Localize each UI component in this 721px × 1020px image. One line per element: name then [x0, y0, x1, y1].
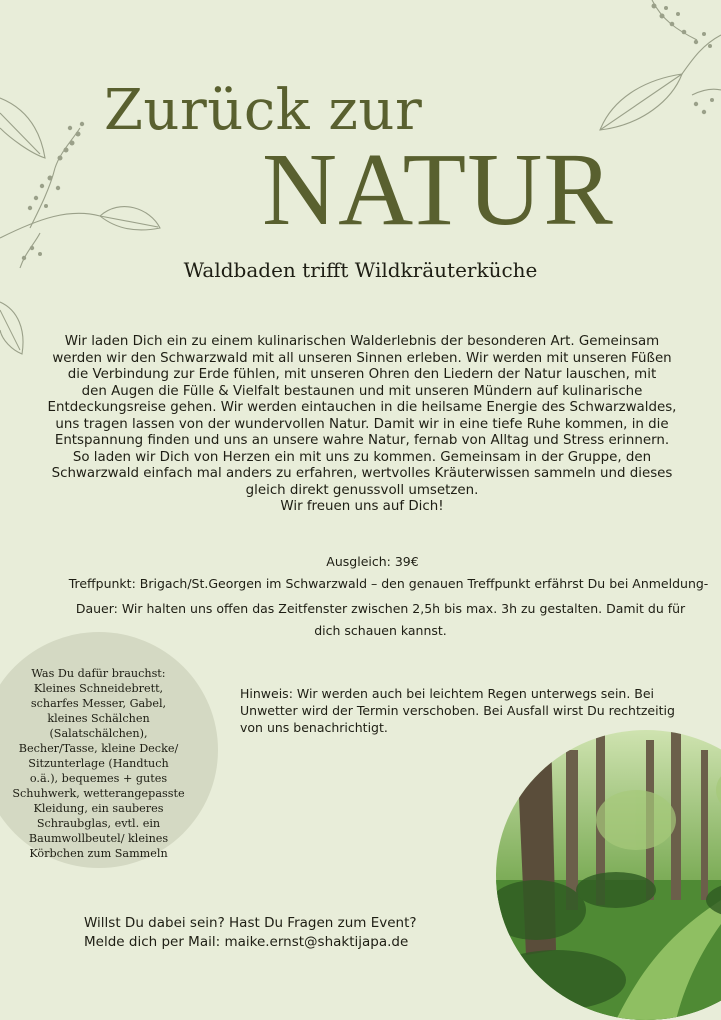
intro-line: den Augen die Fülle & Vielfalt bestaunen und mit unseren Mündern auf kulinarische — [81, 383, 643, 399]
contact-block — [84, 914, 417, 952]
intro-line: werden wir den Schwarzwald mit all unseren Sinnen erleben. Wir werden mit unseren Füßen — [52, 350, 672, 366]
intro-line: gleich direkt genussvoll umsetzen. — [245, 482, 479, 498]
intro-line: uns tragen lassen von der wundervollen Natur. Damit wir in eine tiefe Ruhe kommen, in die — [55, 416, 669, 432]
needs-line: Körbchen zum Sammeln — [29, 847, 168, 860]
herb-branch-right-icon — [592, 0, 721, 135]
duration-line: dich schauen kannst. — [314, 623, 447, 638]
intro-line: Schwarzwald einfach mal anders zu erfahren, wertvolles Kräuterwissen sammeln und dieses — [51, 466, 673, 481]
hint-line: Unwetter wird der Termin verschoben. Bei Ausfall wirst Du rechtzeitig — [240, 703, 675, 718]
page-title-line2: NATUR — [262, 132, 614, 247]
price-info: Ausgleich: 39€ — [326, 554, 419, 569]
hint-line: von uns benachrichtigt. — [240, 720, 388, 735]
needs-line: Kleidung, ein sauberes — [33, 802, 164, 815]
needs-line: Becher/Tasse, kleine Decke/ — [18, 742, 179, 755]
needs-line: Schraubglas, evtl. ein — [36, 817, 161, 830]
hint-line: Hinweis: Wir werden auch bei leichtem Regen unterwegs sein. Bei — [240, 686, 655, 701]
contact-question: Willst Du dabei sein? Hast Du Fragen zum Event? — [84, 915, 417, 931]
contact-email-line[interactable]: Melde dich per Mail: maike.ernst@shaktijapa.de — [84, 934, 409, 950]
needs-line: o.ä.), bequemes + gutes — [29, 772, 168, 785]
intro-line: Wir laden Dich ein zu einem kulinarischen Walderlebnis der besonderen Art. Gemeinsam — [64, 334, 660, 349]
needs-line: kleines Schälchen (Salatschälchen), — [47, 712, 150, 740]
page-title-line1: Zurück zur — [104, 78, 423, 143]
needs-line: Sitzunterlage (Handtuch — [28, 757, 169, 770]
needs-line: Baumwollbeutel/ kleines — [28, 832, 169, 845]
needs-line: Was Du dafür brauchst: — [31, 667, 166, 680]
needs-line: Schuhwerk, wetterangepasste — [12, 787, 185, 800]
needs-line: scharfes Messer, Gabel, — [30, 697, 167, 710]
page-subtitle: Waldbaden trifft Wildkräuterküche — [183, 258, 538, 282]
duration-line: Dauer: Wir halten uns offen das Zeitfenster zwischen 2,5h bis max. 3h zu gestalten. Damit du für — [75, 601, 686, 616]
meeting-point-info: Treffpunkt: Brigach/St.Georgen im Schwarzwald – den genauen Treffpunkt erfährst Du bei Anmeldung- — [68, 576, 709, 591]
weather-hint — [240, 685, 690, 736]
forest-illustration — [496, 730, 721, 1020]
needs-list — [0, 666, 197, 861]
needs-line: Kleines Schneidebrett, — [33, 682, 164, 695]
intro-line: Wir freuen uns auf Dich! — [280, 499, 444, 514]
forest-photo — [496, 730, 721, 1020]
intro-line: Entspannung finden und uns an unsere wahre Natur, fernab von Alltag und Stress erinnern. — [54, 433, 670, 448]
intro-line: Entdeckungsreise gehen. Wir werden eintauchen in die heilsame Energie des Schwarzwaldes, — [47, 400, 677, 415]
intro-paragraph — [42, 334, 682, 516]
leaf-left-edge-icon — [0, 300, 28, 358]
intro-line: So laden wir Dich von Herzen ein mit uns zu kommen. Gemeinsam in der Gruppe, den — [72, 449, 652, 465]
intro-line: die Verbindung zur Erde fühlen, mit unseren Ohren den Liedern der Natur lauschen, mit — [67, 367, 657, 382]
